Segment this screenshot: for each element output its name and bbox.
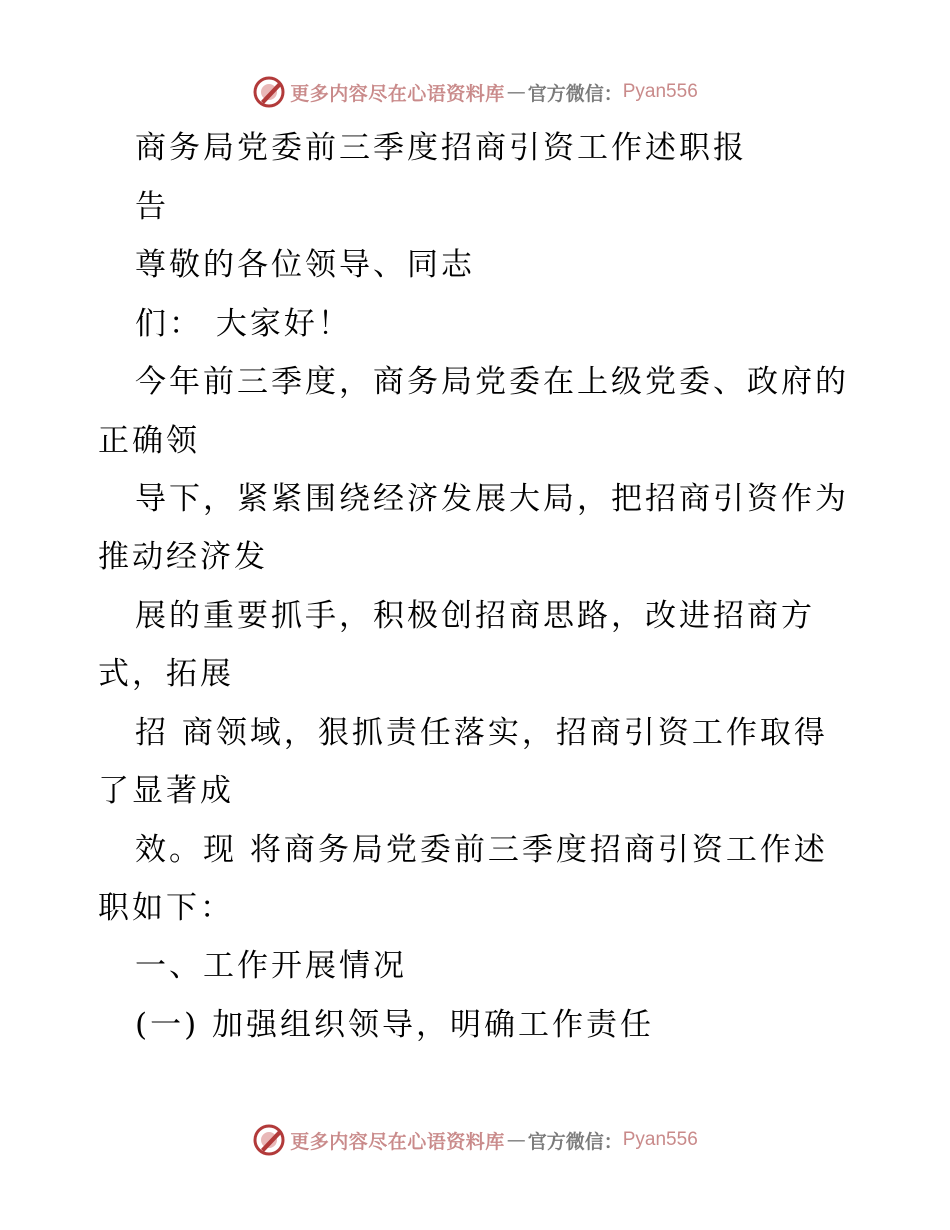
paragraph-line: 正确领	[98, 423, 200, 459]
greeting-line-2: 们： 大家好！	[135, 306, 352, 342]
watermark-wechat-label: 官方微信：	[527, 1130, 623, 1153]
title-line-1: 商务局党委前三季度招商引资工作述职报	[135, 130, 747, 166]
paragraph-line: 展的重要抓手，积极创招商思路，改进招商方	[135, 598, 815, 634]
paragraph-line: 式，拓展	[98, 656, 234, 692]
watermark-site-text: 更多内容尽在心语资料库	[290, 1130, 505, 1153]
watermark-wechat-id: Pyan556	[622, 81, 698, 102]
title-line-2: 告	[135, 189, 169, 225]
site-logo-icon	[252, 1123, 286, 1157]
paragraph-line: 了显著成	[98, 773, 234, 809]
watermark-wechat-id: Pyan556	[622, 1129, 698, 1150]
greeting-line-1: 尊敬的各位领导、同志	[135, 247, 475, 283]
section-heading: 一、工作开展情况	[135, 948, 407, 984]
footer-watermark	[0, 1120, 950, 1160]
site-logo-icon	[252, 75, 286, 109]
watermark-dash: —	[506, 1129, 526, 1151]
subsection-heading: (一) 加强组织领导，明确工作责任	[135, 1007, 655, 1043]
watermark-wechat-label: 官方微信：	[527, 82, 623, 105]
paragraph-line: 导下，紧紧围绕经济发展大局，把招商引资作为	[135, 481, 849, 517]
watermark-site-text: 更多内容尽在心语资料库	[290, 82, 505, 105]
watermark-dash: —	[506, 81, 526, 103]
paragraph-line: 招 商领域，狠抓责任落实，招商引资工作取得	[135, 715, 828, 751]
paragraph-line: 效。现 将商务局党委前三季度招商引资工作述	[135, 832, 828, 868]
paragraph-line: 推动经济发	[98, 539, 268, 575]
header-watermark	[0, 72, 950, 112]
paragraph-line: 职如下：	[98, 890, 234, 926]
paragraph-line: 今年前三季度，商务局党委在上级党委、政府的	[135, 364, 849, 400]
